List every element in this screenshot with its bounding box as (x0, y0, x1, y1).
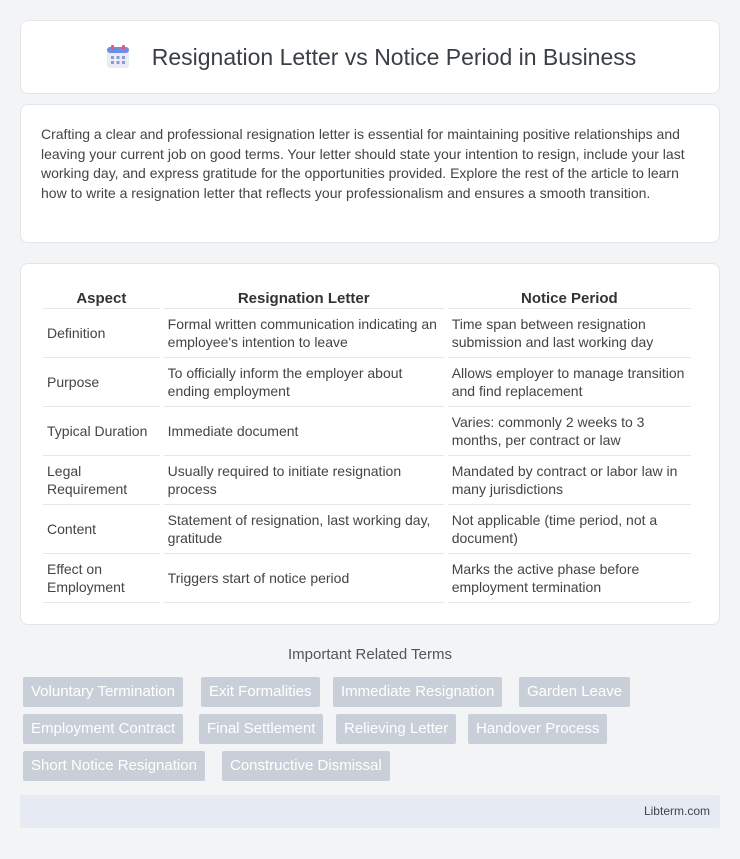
comparison-table-card (20, 263, 720, 625)
tag-voluntary-termination[interactable]: Voluntary Termination (23, 677, 183, 707)
cell-notice-period: Time span between resignation submission and last working day (448, 309, 691, 358)
intro-card (20, 104, 720, 243)
cell-resignation-letter: Statement of resignation, last working day, gratitude (164, 505, 444, 554)
header-notice-period: Notice Period (448, 284, 691, 309)
tag-short-notice-resignation[interactable]: Short Notice Resignation (23, 751, 205, 781)
tag-handover-process[interactable]: Handover Process (468, 714, 607, 744)
cell-aspect: Definition (43, 309, 160, 358)
header-resignation-letter: Resignation Letter (164, 284, 444, 309)
cell-resignation-letter: Formal written communication indicating an employee's intention to leave (164, 309, 444, 358)
cell-aspect: Typical Duration (43, 407, 160, 456)
table-row (43, 456, 691, 505)
cell-aspect: Purpose (43, 358, 160, 407)
cell-resignation-letter: Immediate document (164, 407, 444, 456)
tag-exit-formalities[interactable]: Exit Formalities (201, 677, 320, 707)
table-row (43, 505, 691, 554)
related-terms-title: Important Related Terms (288, 646, 452, 663)
table-header-row (43, 284, 691, 309)
comparison-table (39, 284, 695, 603)
intro-text: Crafting a clear and professional resignation letter is essential for maintaining positive relationships and leaving your current job on good terms. Your letter should state your intention to resign, include your last working day, and express gratitude for the opportunities provided. Explore the rest of the article to learn how to write a resignation letter that reflects your professionalism and ensures a smooth transition. (41, 126, 685, 201)
tag-employment-contract[interactable]: Employment Contract (23, 714, 183, 744)
header-aspect: Aspect (43, 284, 160, 309)
cell-notice-period: Varies: commonly 2 weeks to 3 months, per contract or law (448, 407, 691, 456)
cell-notice-period: Not applicable (time period, not a document) (448, 505, 691, 554)
cell-resignation-letter: Usually required to initiate resignation process (164, 456, 444, 505)
table-row (43, 358, 691, 407)
table-row (43, 407, 691, 456)
footer (20, 795, 720, 828)
cell-resignation-letter: To officially inform the employer about ending employment (164, 358, 444, 407)
cell-notice-period: Allows employer to manage transition and find replacement (448, 358, 691, 407)
cell-aspect: Effect on Employment (43, 554, 160, 603)
table-row (43, 554, 691, 603)
header-card (20, 20, 720, 94)
tag-constructive-dismissal[interactable]: Constructive Dismissal (222, 751, 390, 781)
tag-garden-leave[interactable]: Garden Leave (519, 677, 630, 707)
cell-aspect: Legal Requirement (43, 456, 160, 505)
tag-immediate-resignation[interactable]: Immediate Resignation (333, 677, 502, 707)
page-title: Resignation Letter vs Notice Period in Business (151, 43, 637, 70)
cell-notice-period: Marks the active phase before employment termination (448, 554, 691, 603)
cell-resignation-letter: Triggers start of notice period (164, 554, 444, 603)
cell-notice-period: Mandated by contract or labor law in many jurisdictions (448, 456, 691, 505)
tag-final-settlement[interactable]: Final Settlement (199, 714, 323, 744)
calendar-icon (104, 43, 132, 71)
footer-site-link[interactable]: Libterm.com (643, 804, 710, 818)
table-row (43, 309, 691, 358)
cell-aspect: Content (43, 505, 160, 554)
tag-relieving-letter[interactable]: Relieving Letter (336, 714, 456, 744)
